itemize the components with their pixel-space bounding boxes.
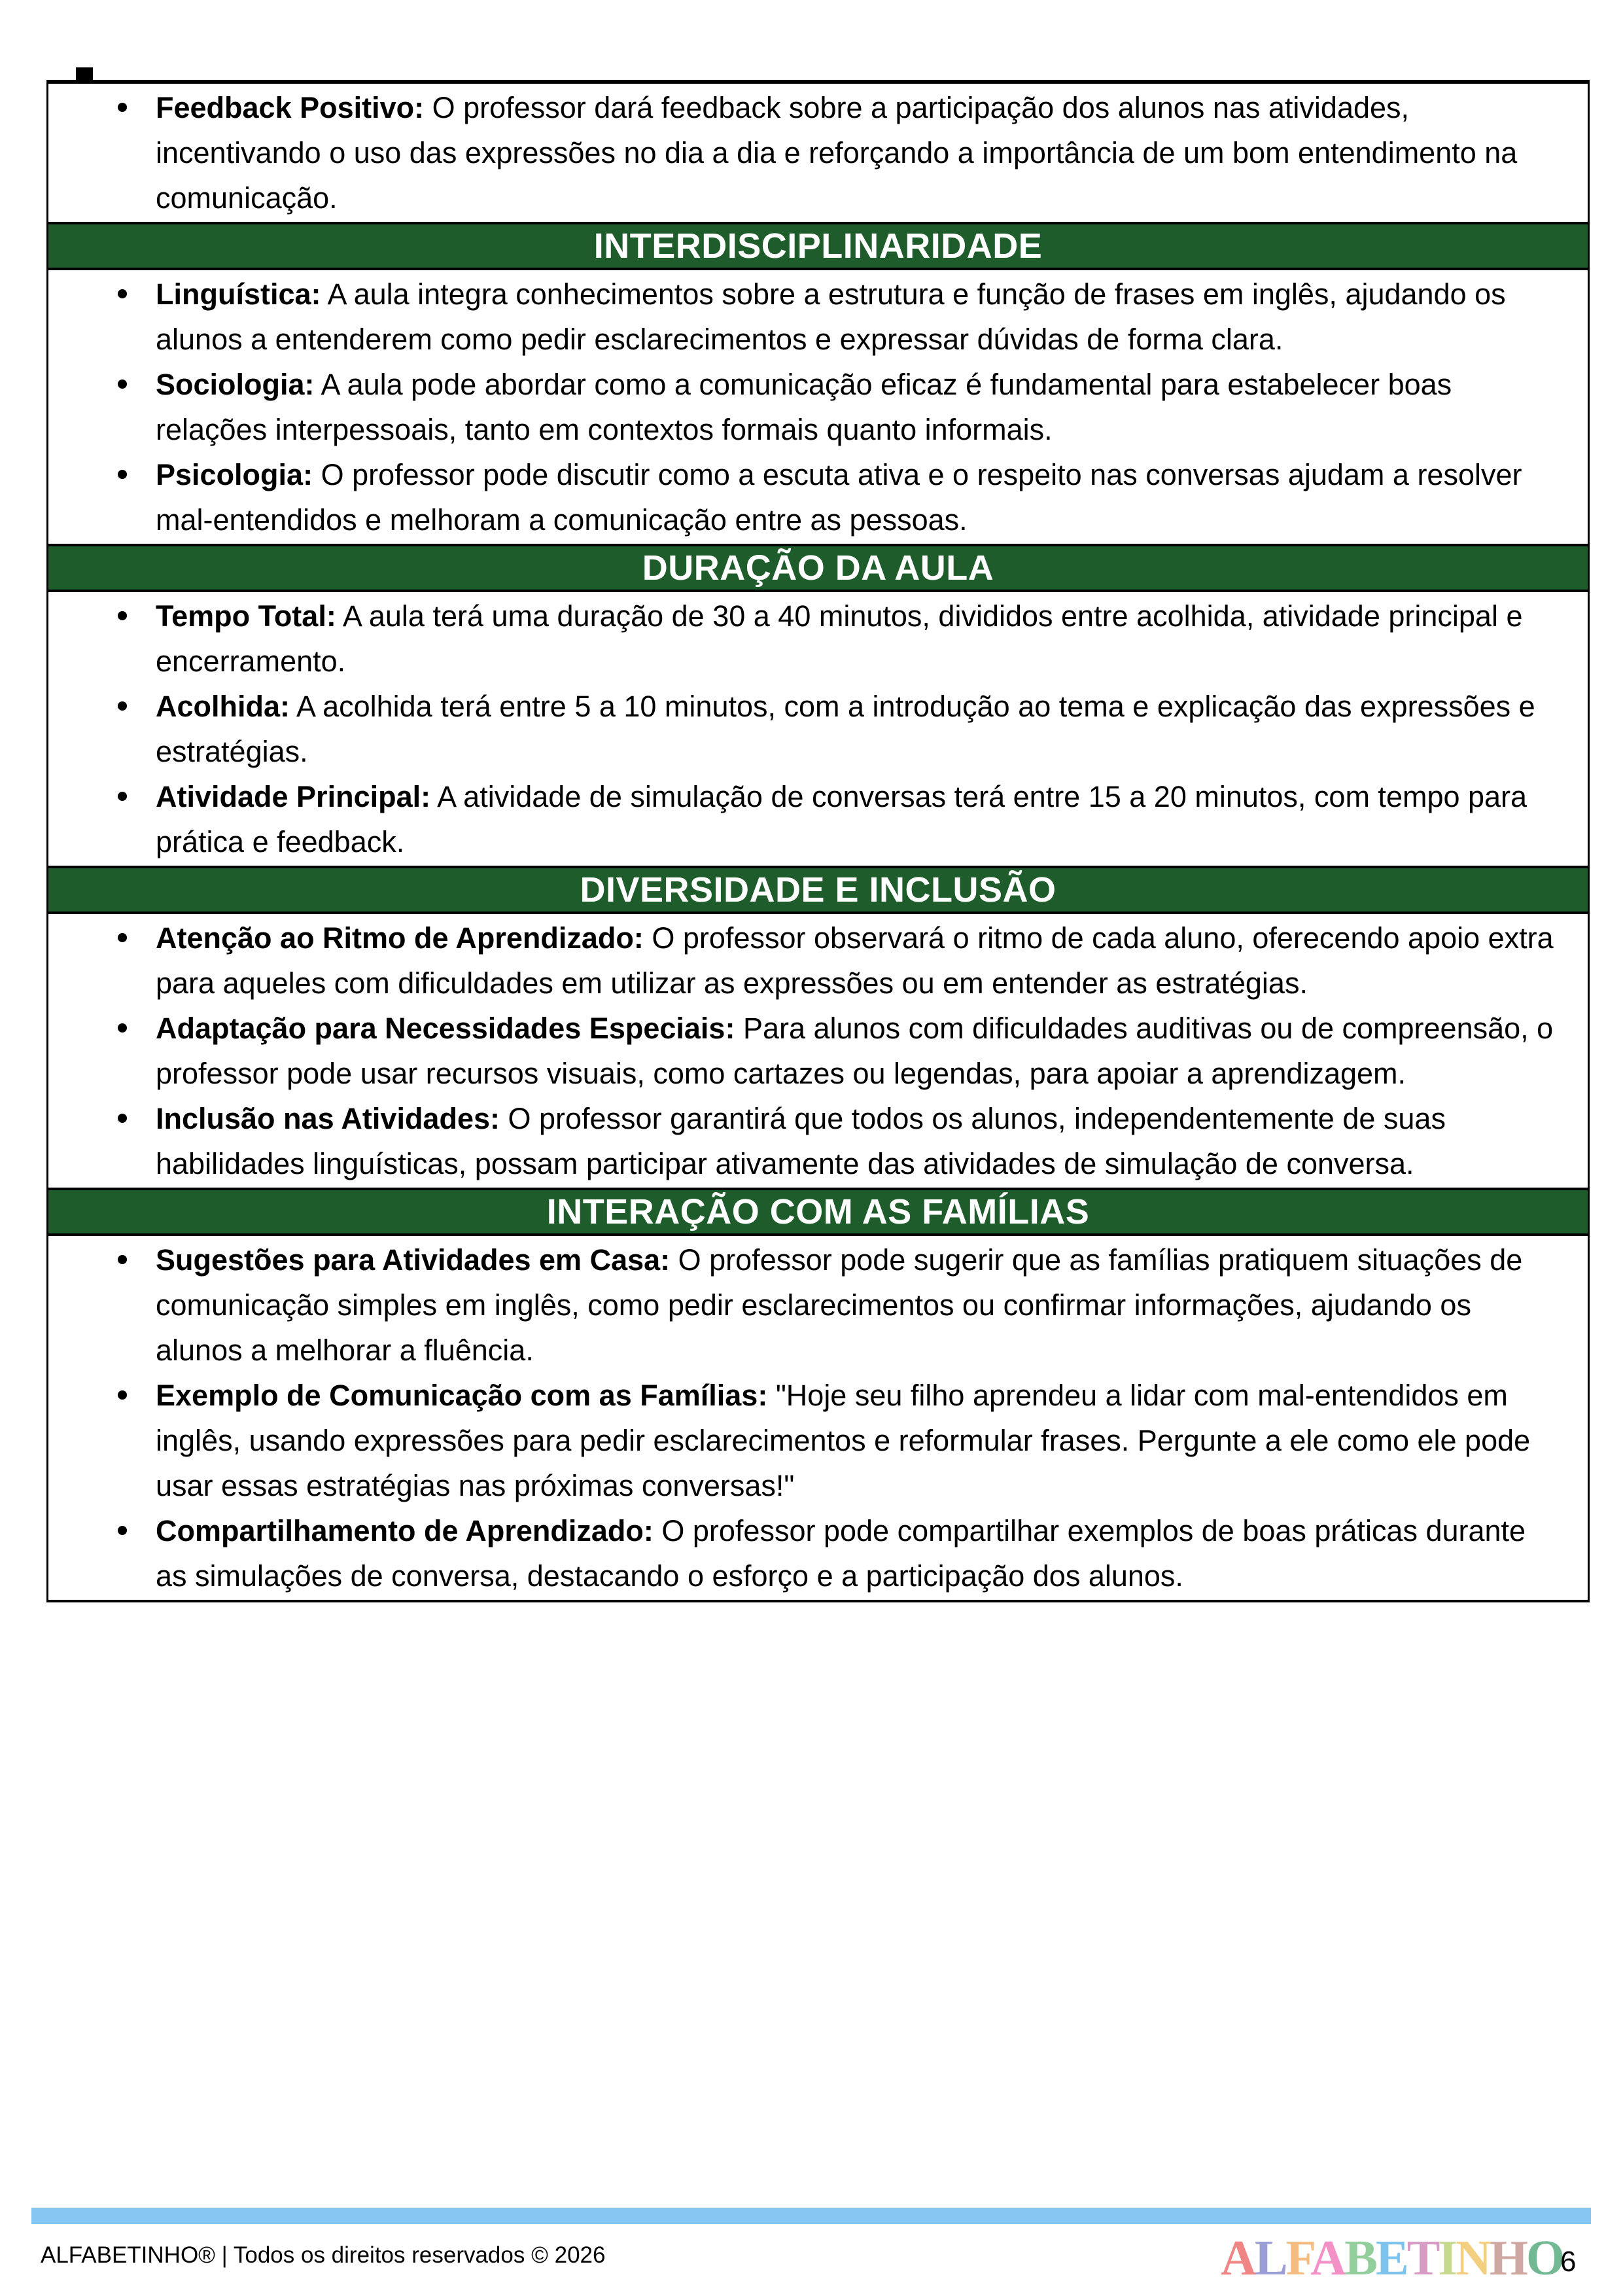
bullet-item [156,1096,1557,1186]
logo-letter: A [1221,2231,1255,2286]
bullet-term: Atividade Principal: [156,780,431,813]
bullet-item [156,774,1557,864]
footer-divider-bar [31,2208,1591,2224]
section-header-duracao [48,544,1588,592]
bullet-list [48,915,1588,1186]
lesson-plan-table [46,80,1590,1602]
logo-letter: N [1455,2231,1490,2286]
bullet-item [156,1006,1557,1096]
bullet-term: Psicologia: [156,458,313,491]
page-crop-artifact [76,67,93,80]
bullet-list [48,1237,1588,1598]
logo-letter: L [1254,2231,1286,2286]
section-header-label: DURAÇÃO DA AULA [642,548,994,588]
bullet-text: "Hoje seu filho aprendeu a lidar com mal-entendidos em inglês, usando expressões para pedir esclarecimentos e reformular frases. Pergunte a ele como ele pode usar essas estratégias nas próximas conversas!" [156,1379,1531,1502]
footer-copyright: ALFABETINHO® | Todos os direitos reservados © 2026 [41,2242,606,2268]
bullet-term: Feedback Positivo: [156,91,425,124]
bullet-item [156,915,1557,1006]
logo-letter: I [1438,2231,1456,2286]
section-feedback [48,84,1588,222]
logo-letter: A [1310,2231,1345,2286]
bullet-text: O professor pode compartilhar exemplos de boas práticas durante as simulações de conversa, destacando o esforço e a participação dos alunos. [156,1514,1526,1593]
bullet-term: Sugestões para Atividades em Casa: [156,1243,671,1277]
bullet-item [156,452,1557,542]
bullet-term: Exemplo de Comunicação com as Famílias: [156,1379,768,1412]
bullet-item [156,684,1557,774]
section-duracao [48,592,1588,866]
bullet-text: Para alunos com dificuldades auditivas ou de compreensão, o professor pode usar recursos visuais, como cartazes ou legendas, para apoiar a aprendizagem. [156,1012,1554,1090]
section-header-label: INTERDISCIPLINARIDADE [593,226,1043,266]
section-header-diversidade [48,866,1588,914]
bullet-item [156,1373,1557,1508]
bullet-item [156,85,1557,221]
bullet-text: O professor observará o ritmo de cada aluno, oferecendo apoio extra para aqueles com dificuldades em utilizar as expressões ou em entender as estratégias. [156,921,1554,1000]
bullet-text: A aula pode abordar como a comunicação eficaz é fundamental para estabelecer boas relações interpessoais, tanto em contextos formais quanto informais. [156,368,1452,446]
section-header-label: DIVERSIDADE E INCLUSÃO [580,870,1056,910]
logo-letter: F [1285,2231,1311,2286]
bullet-text: A aula integra conhecimentos sobre a estrutura e função de frases em inglês, ajudando os alunos a entenderem como pedir esclarecimentos e expressar dúvidas de forma clara. [156,277,1506,356]
alfabetinho-logo [1221,2230,1563,2287]
bullet-term: Acolhida: [156,690,290,723]
bullet-term: Adaptação para Necessidades Especiais: [156,1012,735,1045]
bullet-item [156,362,1557,452]
bullet-term: Atenção ao Ritmo de Aprendizado: [156,921,644,955]
bullet-item [156,272,1557,362]
logo-letter: H [1489,2231,1526,2286]
bullet-term: Tempo Total: [156,599,336,633]
bullet-text: A acolhida terá entre 5 a 10 minutos, com a introdução ao tema e explicação das expressões e estratégias. [156,690,1535,768]
bullet-text: A atividade de simulação de conversas terá entre 15 a 20 minutos, com tempo para prática e feedback. [156,780,1527,858]
bullet-text: O professor dará feedback sobre a participação dos alunos nas atividades, incentivando o uso das expressões no dia a dia e reforçando a importância de um bom entendimento na comunicação. [156,91,1518,215]
bullet-text: O professor pode sugerir que as famílias pratiquem situações de comunicação simples em inglês, como pedir esclarecimentos ou confirmar informações, ajudando os alunos a melhorar a fluência. [156,1243,1523,1367]
bullet-text: O professor pode discutir como a escuta ativa e o respeito nas conversas ajudam a resolver mal-entendidos e melhoram a comunicação entre as pessoas. [156,458,1522,537]
bullet-item [156,1508,1557,1598]
logo-letter: O [1526,2231,1563,2286]
bullet-term: Linguística: [156,277,321,311]
logo-letter: T [1406,2231,1439,2286]
section-interacao-familias [48,1236,1588,1600]
bullet-list [48,593,1588,864]
section-header-label: INTERAÇÃO COM AS FAMÍLIAS [546,1192,1090,1231]
bullet-item [156,593,1557,684]
bullet-term: Sociologia: [156,368,315,401]
bullet-text: A aula terá uma duração de 30 a 40 minutos, divididos entre acolhida, atividade principal e encerramento. [156,599,1523,678]
bullet-text: O professor garantirá que todos os alunos, independentemente de suas habilidades linguísticas, possam participar ativamente das atividades de simulação de conversa. [156,1102,1446,1180]
section-interdisciplinaridade [48,270,1588,544]
section-diversidade [48,914,1588,1188]
bullet-term: Compartilhamento de Aprendizado: [156,1514,654,1547]
bullet-list [48,272,1588,542]
section-header-interacao-familias [48,1188,1588,1236]
bullet-term: Inclusão nas Atividades: [156,1102,500,1135]
section-header-interdisciplinaridade [48,222,1588,270]
page-number: 6 [1560,2246,1577,2278]
bullet-item [156,1237,1557,1373]
bullet-list [48,85,1588,221]
logo-letter: B [1344,2231,1376,2286]
logo-letter: E [1375,2231,1407,2286]
